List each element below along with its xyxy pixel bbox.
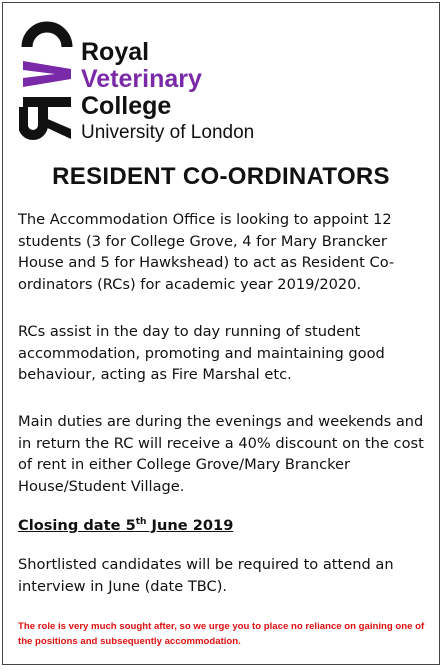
poster bbox=[2, 2, 440, 665]
rvc-logo-wordmark bbox=[81, 39, 254, 146]
paragraph-intro: The Accommodation Office is looking to appoint 12 students (3 for College Grove, 4 for Mary Brancker House and 5 for Hawkshead) to act as Resident Co-ordinators (RCs) for academic year 2019/2020. bbox=[18, 211, 395, 293]
logo-line-college: College bbox=[81, 92, 172, 120]
page-title: RESIDENT CO-ORDINATORS bbox=[52, 163, 390, 190]
paragraph-duties: Main duties are during the evenings and weekends and in return the RC will receive a 40% discount on the cost of rent in either College Grove/Mary Brancker House/Student Village. bbox=[18, 413, 424, 495]
logo-line-royal: Royal bbox=[81, 38, 150, 66]
closing-date bbox=[18, 517, 233, 534]
rvc-logo bbox=[19, 17, 279, 149]
closing-date-rest: June 2019 bbox=[146, 517, 234, 534]
logo-line-veterinary: Veterinary bbox=[81, 65, 202, 93]
paragraph-interview: Shortlisted candidates will be required to attend an interview in June (date TBC). bbox=[18, 556, 394, 595]
closing-date-prefix: Closing date 5 bbox=[18, 517, 136, 534]
paragraph-role: RCs assist in the day to day running of student accommodation, promoting and maintaining good behaviour, acting as Fire Marshal etc. bbox=[18, 323, 385, 383]
closing-date-suffix-ordinal: th bbox=[135, 517, 147, 528]
warning-notice: The role is very much sought after, so we urge you to place no reliance on gaining one of the positions and subsequently accommodation. bbox=[18, 621, 425, 647]
rvc-logo-mark bbox=[19, 17, 75, 145]
logo-line-university: University of London bbox=[81, 122, 255, 143]
